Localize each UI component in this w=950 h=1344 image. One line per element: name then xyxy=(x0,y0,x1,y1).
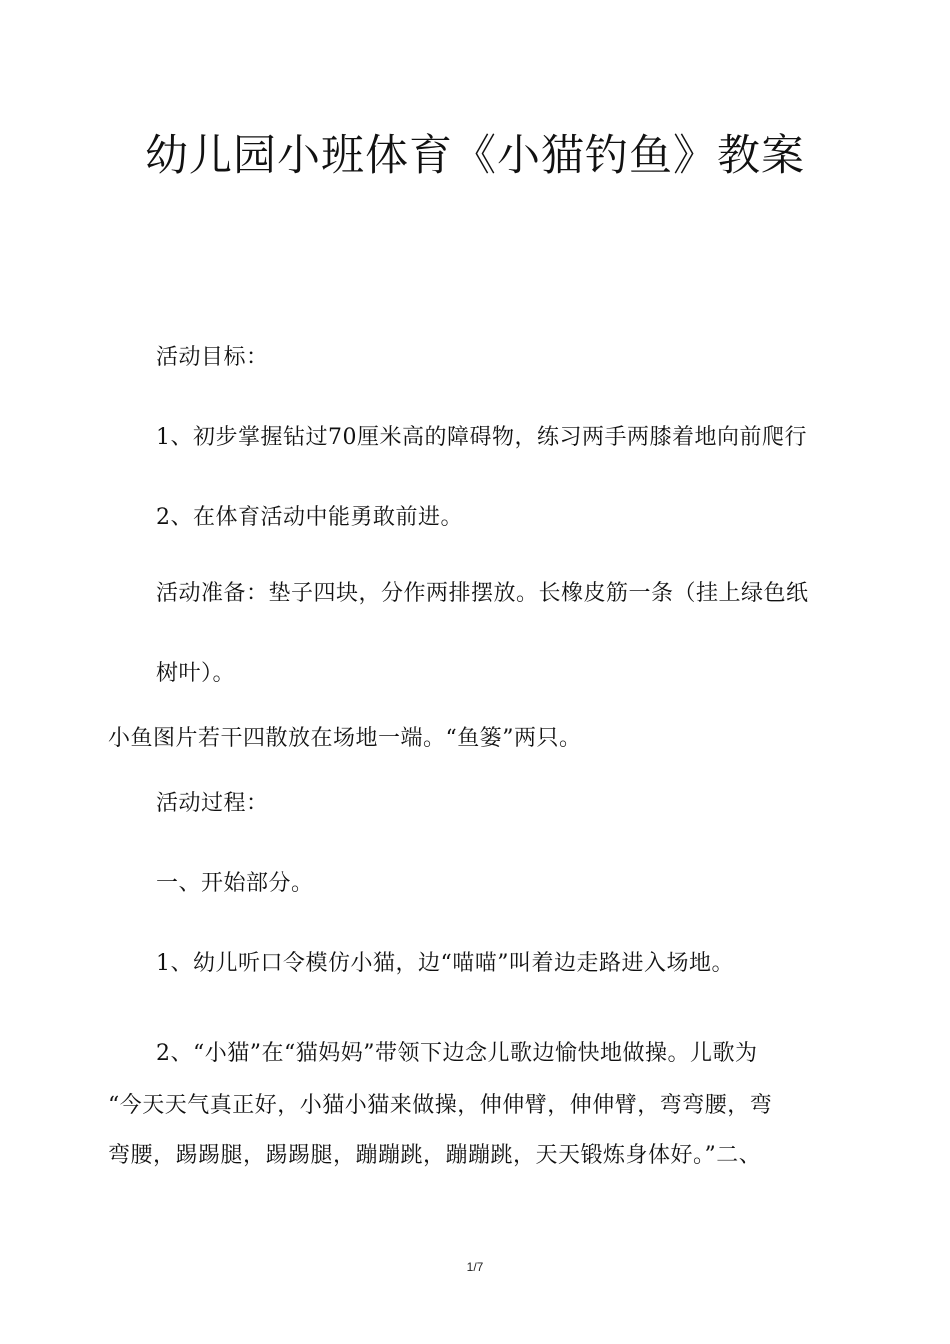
process-step-2-line-3: 弯腰，踢踢腿，踢踢腿，蹦蹦跳，蹦蹦跳，天天锻炼身体好。”二、 xyxy=(108,1143,762,1168)
process-step-2-line-2: “今天天气真正好，小猫小猫来做操，伸伸臂，伸伸臂，弯弯腰，弯 xyxy=(108,1093,773,1118)
process-part-1-heading: 一、开始部分。 xyxy=(156,871,314,896)
preparation-line-3: 小鱼图片若干四散放在场地一端。“鱼篓”两只。 xyxy=(108,726,582,751)
preparation-line-2: 树叶）。 xyxy=(156,661,236,686)
process-step-2-line-1: 2、“小猫”在“猫妈妈”带领下边念儿歌边愉快地做操。儿歌为 xyxy=(156,1041,758,1066)
section-heading-process: 活动过程： xyxy=(156,791,269,816)
page-number: 1/7 xyxy=(466,1260,484,1274)
goal-item-1: 1、初步掌握钻过70厘米高的障碍物，练习两手两膝着地向前爬行 xyxy=(156,425,807,450)
section-heading-goals: 活动目标： xyxy=(156,345,269,370)
preparation-line-1: 活动准备：垫子四块，分作两排摆放。长橡皮筋一条（挂上绿色纸 xyxy=(156,581,809,606)
document-title: 幼儿园小班体育《小猫钓鱼》教案 xyxy=(145,131,805,181)
process-step-1: 1、幼儿听口令模仿小猫，边“喵喵”叫着边走路进入场地。 xyxy=(156,951,734,976)
goal-item-2: 2、在体育活动中能勇敢前进。 xyxy=(156,505,463,530)
